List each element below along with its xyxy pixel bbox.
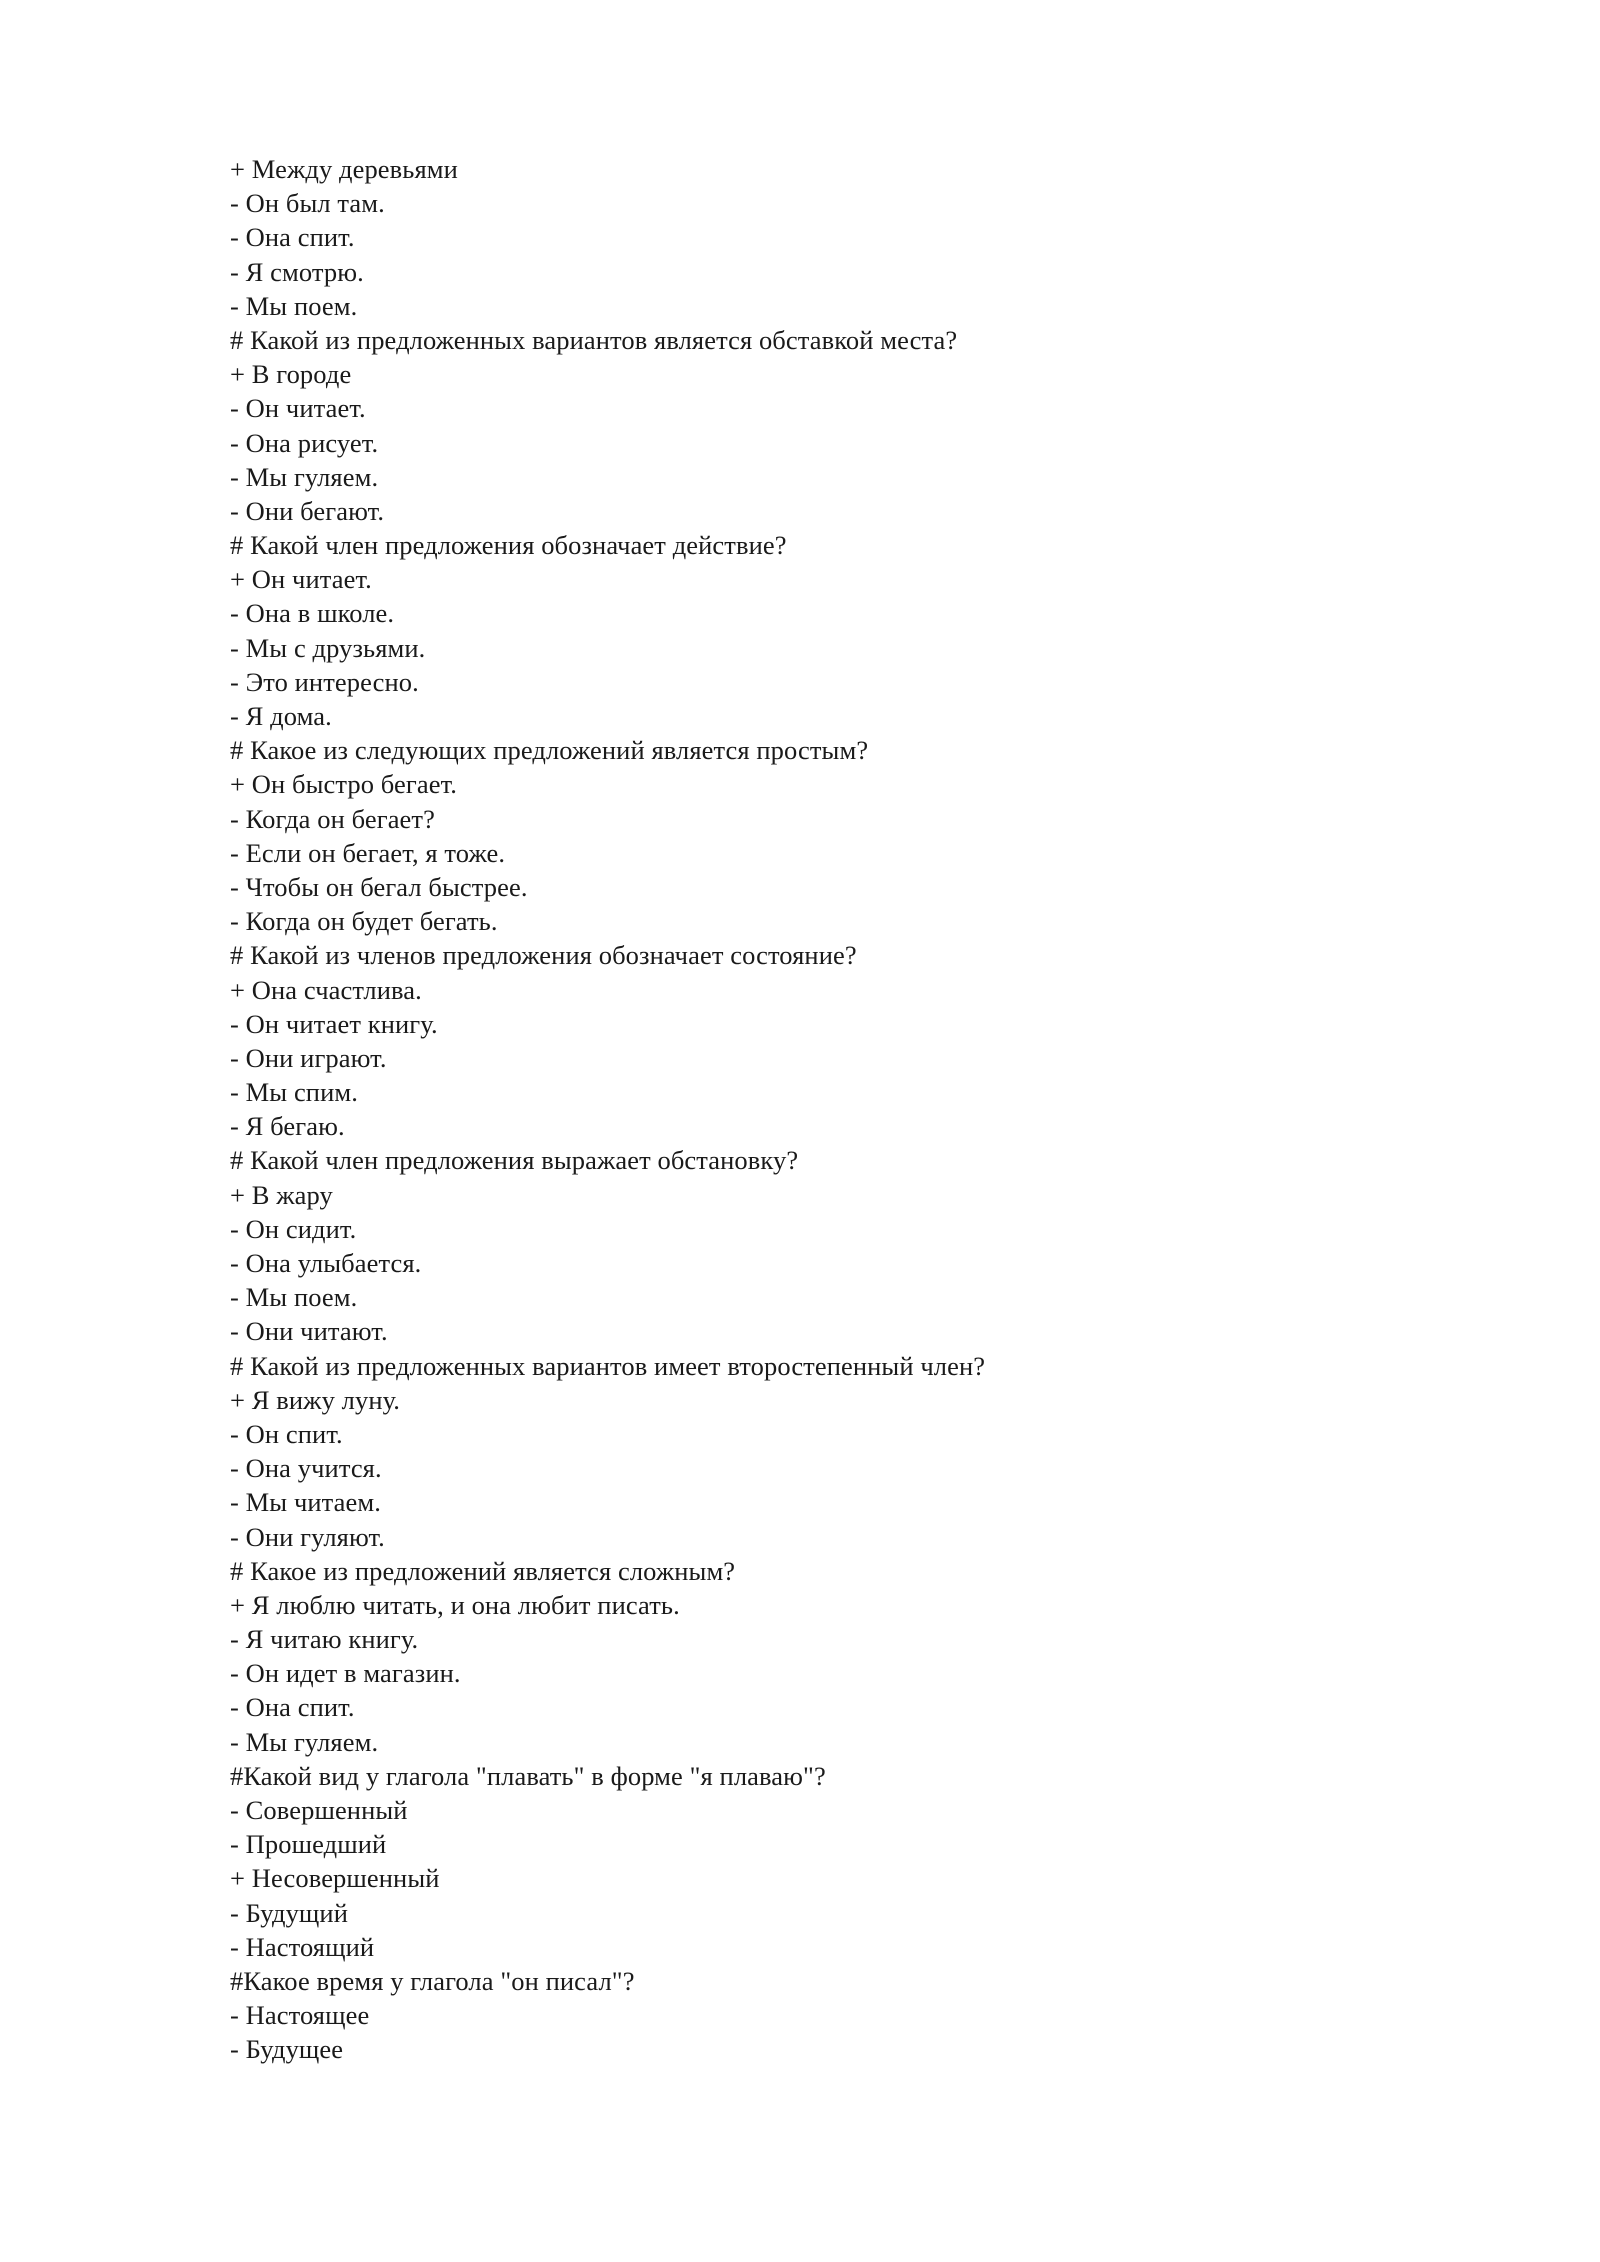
question-line: # Какой из предложенных вариантов имеет второстепенный член? (230, 1350, 986, 1381)
question-line: # Какой из предложенных вариантов является обставкой места? (230, 324, 958, 355)
text-line: - Когда он будет бегать. (230, 906, 498, 937)
text-line: + Несовершенный (230, 1863, 440, 1894)
text-line: - Мы с друзьями. (230, 632, 426, 663)
text-line: - Мы гуляем. (230, 1726, 379, 1757)
text-line: + Я люблю читать, и она любит писать. (230, 1589, 680, 1620)
question-line: # Какое из предложений является сложным? (230, 1555, 736, 1586)
text-line: - Мы спим. (230, 1077, 358, 1108)
text-line: - Она рисует. (230, 427, 379, 458)
text-line: - Она учится. (230, 1453, 382, 1484)
text-line: - Совершенный (230, 1795, 408, 1825)
text-line: - Я бегаю. (230, 1111, 345, 1142)
question-line: # Какой член предложения обозначает действие? (230, 530, 787, 561)
text-line: - Мы поем. (230, 290, 358, 321)
document-text-block (230, 152, 1430, 2067)
text-line: - Мы читаем. (230, 1487, 381, 1518)
text-line: + Он быстро бегает. (230, 769, 457, 800)
text-line: - Он читает книгу. (230, 1008, 438, 1039)
text-line: - Это интересно. (230, 666, 419, 697)
text-line: - Я дома. (230, 701, 332, 731)
text-line: + В жару (230, 1179, 333, 1210)
text-line: - Он сидит. (230, 1213, 357, 1244)
question-line: # Какое из следующих предложений является простым? (230, 735, 869, 766)
text-line: + Он читает. (230, 564, 372, 595)
question-line: #Какой вид у глагола "плавать" в форме "я плаваю"? (230, 1760, 826, 1791)
text-line: - Настоящее (230, 2000, 370, 2031)
text-line: - Он был там. (230, 188, 385, 219)
text-line: - Она улыбается. (230, 1248, 422, 1278)
question-line: # Какой из членов предложения обозначает состояние? (230, 940, 857, 971)
text-line: + В городе (230, 359, 352, 390)
text-line: - Они читают. (230, 1316, 388, 1347)
text-line: - Прошедший (230, 1829, 387, 1860)
text-line: - Она в школе. (230, 598, 395, 629)
text-line: - Я читаю книгу. (230, 1624, 419, 1655)
text-line: - Чтобы он бегал быстрее. (230, 871, 528, 902)
text-line: - Я смотрю. (230, 256, 364, 287)
text-line: - Она спит. (230, 222, 355, 253)
text-line: - Они играют. (230, 1042, 387, 1073)
text-line: - Будущий (230, 1897, 348, 1928)
text-line: - Мы гуляем. (230, 461, 379, 492)
text-line: - Они бегают. (230, 495, 385, 526)
text-line: - Он идет в магазин. (230, 1658, 461, 1689)
text-line: + Я вижу луну. (230, 1384, 401, 1415)
text-line: - Она спит. (230, 1692, 355, 1723)
text-line: - Если он бегает, я тоже. (230, 837, 506, 868)
text-line: - Мы поем. (230, 1282, 358, 1313)
text-line: - Они гуляют. (230, 1521, 385, 1552)
question-line: # Какой член предложения выражает обстановку? (230, 1145, 799, 1176)
text-line: - Когда он бегает? (230, 803, 435, 834)
text-line: + Между деревьями (230, 154, 458, 184)
text-line: - Он читает. (230, 393, 366, 424)
question-line: #Какое время у глагола "он писал"? (230, 1965, 635, 1996)
text-line: + Она счастлива. (230, 974, 422, 1005)
text-line: - Будущее (230, 2034, 344, 2065)
text-line: - Он спит. (230, 1418, 343, 1449)
text-line: - Настоящий (230, 1931, 375, 1962)
